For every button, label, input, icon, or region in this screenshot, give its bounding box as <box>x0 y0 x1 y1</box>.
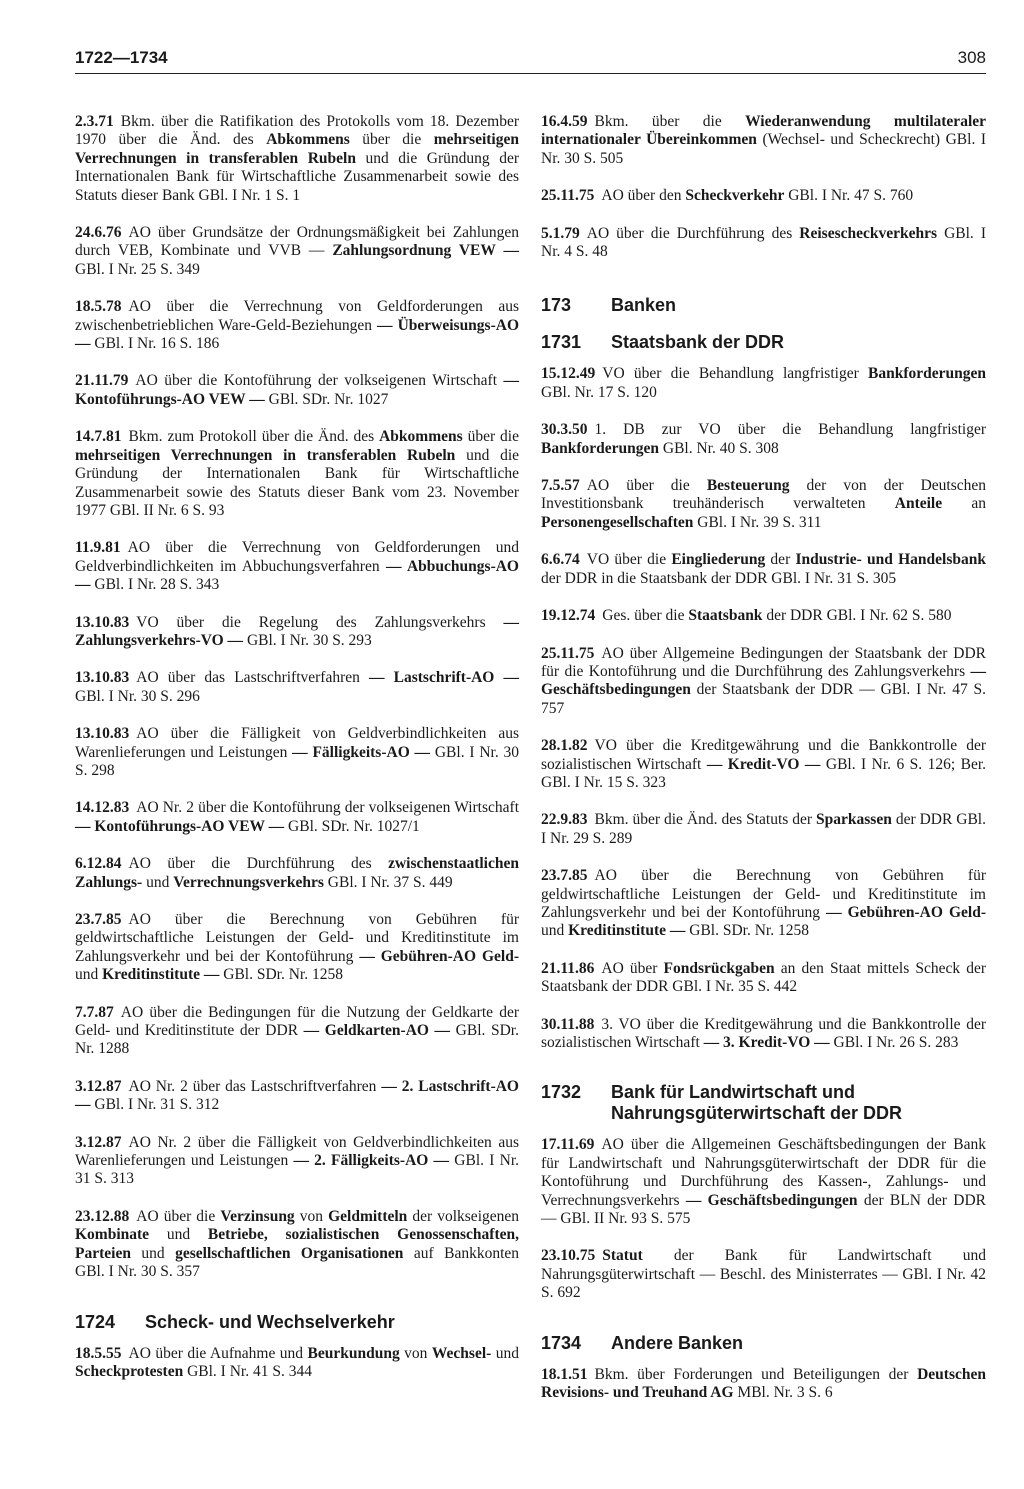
entry-keyword: Zahlungsordnung VEW — <box>332 242 519 260</box>
entry-date: 22.9.83 <box>541 811 588 829</box>
entry-text: Bkm. über die <box>594 113 746 130</box>
section-title: Banken <box>611 295 677 316</box>
entry-text: und die Gründung der Internationalen Bank für Wirtschaftliche Zusammenarbeit sowie des Statuts dieser Bank vom 23. November 1977 GBl. II Nr. 6 S. 93 <box>75 446 520 519</box>
entry-text: und die Gründung der Internationalen Bank für Wirtschaftliche Zusammenarbeit sowie des Statuts dieser Bank GBl. I Nr. 1 S. 1 <box>75 149 519 204</box>
law-entry <box>75 911 519 985</box>
entry-text: GBl. I Nr. 30 S. 296 <box>75 687 200 705</box>
law-entry <box>75 539 519 594</box>
entry-text: Bkm. über die Ratifikation des Protokolls vom 18. Dezember 1970 über die Änd. des <box>75 113 519 149</box>
entry-date: 7.5.57 <box>541 477 580 495</box>
entry-text: AO über den <box>601 187 686 205</box>
entry-text: AO über die Fälligkeit von Geldverbindlichkeiten aus Warenlieferungen und Leistungen <box>75 725 519 761</box>
law-entry <box>75 725 519 780</box>
section-heading-1734 <box>541 1333 986 1354</box>
law-entry <box>75 1004 519 1059</box>
entry-text: AO über die Berechnung von Gebühren für geldwirtschaftliche Leistungen der Geld- und Kreditinstitute im Zahlungsverkehr und bei der Kontoführung <box>75 911 519 965</box>
entry-text: an den Staat mittels Scheck der Staatsbank der DDR GBl. I Nr. 35 S. 442 <box>541 959 986 996</box>
entry-text: AO über die Kontoführung der volkseigenen Wirtschaft <box>135 372 504 390</box>
entry-keyword: Bankforderungen <box>541 439 659 457</box>
law-entry <box>541 811 986 848</box>
entry-text: AO über Allgemeine Bedingungen der Staatsbank der DDR für die Kontoführung und die Durchführung des Zahlungsverkehrs <box>541 644 986 680</box>
entry-text: AO über Grundsätze der Ordnungsmäßigkeit bei Zahlungen durch VEB, Kombinate und VVB — <box>75 224 519 260</box>
section-number: 1732 <box>541 1082 582 1103</box>
entry-date: 14.7.81 <box>75 428 122 446</box>
law-entry <box>541 225 986 262</box>
entry-date: 2.3.71 <box>75 113 114 130</box>
entry-text: Bkm. zum Protokoll über die Änd. des <box>128 428 380 446</box>
entry-keyword: — Kontoführungs-AO VEW — <box>75 372 519 408</box>
entry-keyword: Statut <box>602 1247 643 1265</box>
entry-list <box>541 113 986 261</box>
entry-text: GBl. SDr. Nr. 1288 <box>75 1022 519 1058</box>
law-entry <box>541 1366 986 1403</box>
entry-text: GBl. I Nr. 28 S. 343 <box>90 576 220 594</box>
entry-date: 7.7.87 <box>75 1003 114 1021</box>
entry-date: 25.11.75 <box>541 187 595 205</box>
law-entry <box>75 799 519 836</box>
law-entry <box>541 113 986 168</box>
entry-keyword: — Lastschrift-AO — <box>369 669 519 687</box>
law-entry <box>541 867 986 941</box>
entry-text: der DDR in die Staatsbank der DDR GBl. I Nr. 31 S. 305 <box>541 569 897 587</box>
entry-keyword: Abkommens <box>266 131 350 149</box>
section-title: Scheck- und Wechselverkehr <box>145 1311 395 1332</box>
entry-date: 5.1.79 <box>541 224 580 242</box>
entry-text: über die <box>349 131 434 149</box>
entry-keyword: — 3. Kredit-VO — <box>703 1034 830 1051</box>
entry-text: GBl. I Nr. 47 S. 760 <box>784 187 914 205</box>
entry-text: der BLN der DDR — GBl. II Nr. 93 S. 575 <box>541 1191 986 1228</box>
entry-keyword: Wiederanwendung <box>745 113 871 130</box>
section-heading-173 <box>541 295 986 316</box>
entry-keyword: — 2. Lastschrift-AO — <box>75 1077 519 1114</box>
entry-date: 28.1.82 <box>541 737 588 755</box>
entry-keyword: Kombinate <box>75 1226 150 1244</box>
law-entry <box>75 298 519 353</box>
entry-date: 17.11.69 <box>541 1136 595 1154</box>
entry-text: AO über das Lastschriftverfahren <box>136 669 369 687</box>
entry-date: 18.1.51 <box>541 1365 588 1383</box>
section-number: 173 <box>541 295 572 316</box>
entry-text: und <box>541 922 569 940</box>
entry-date: 18.5.78 <box>75 298 122 316</box>
entry-date: 3.12.87 <box>75 1133 122 1151</box>
entry-keyword: gesellschaftlichen Organisationen <box>175 1244 404 1262</box>
entry-date: 18.5.55 <box>75 1344 122 1362</box>
entry-keyword: Beurkundung <box>307 1344 400 1362</box>
entry-keyword: Verzinsung <box>220 1207 295 1225</box>
entry-keyword: Abkommens <box>379 428 463 446</box>
entry-date: 6.12.84 <box>75 855 122 873</box>
entry-text: 3. VO über die Kreditgewährung und die Bankkontrolle der sozialistischen Wirtschaft <box>541 1015 986 1051</box>
entry-date: 16.4.59 <box>541 113 588 130</box>
entry-list <box>541 1366 986 1403</box>
entry-list <box>75 113 519 1282</box>
entry-text: AO über die Durchführung des <box>128 855 389 873</box>
entry-text: AO Nr. 2 über die Kontoführung der volkseigenen Wirtschaft <box>136 799 519 817</box>
entry-date: 21.11.79 <box>75 372 129 390</box>
entry-keyword: Scheckverkehr <box>685 187 785 205</box>
entry-keyword: — Gebühren-AO Geld- <box>826 903 986 921</box>
entry-keyword: — 2. Fälligkeits-AO — <box>293 1152 450 1170</box>
page-header <box>75 48 986 72</box>
law-entry <box>541 421 986 458</box>
entry-text: GBl. SDr. Nr. 1027/1 <box>284 817 420 835</box>
entry-keyword: — Abbuchungs-AO — <box>75 557 519 594</box>
entry-keyword: — Geschäftsbedingungen <box>685 1191 858 1209</box>
entry-text: GBl. SDr. Nr. 1258 <box>219 966 343 984</box>
entry-text: über die <box>462 428 519 446</box>
entry-text: AO über die Bedingungen für die Nutzung der Geldkarte der Geld- und Kreditinstitute der DDR <box>75 1003 519 1040</box>
section-title: Andere Banken <box>611 1332 744 1353</box>
entry-keyword: — Geldkarten-AO — <box>303 1022 451 1040</box>
entry-text: und <box>491 1344 520 1362</box>
entry-date: 11.9.81 <box>75 539 121 557</box>
entry-text: GBl. I Nr. 39 S. 311 <box>693 513 822 531</box>
entry-keyword: — Gebühren-AO Geld- <box>359 947 519 965</box>
law-entry <box>75 372 519 409</box>
entry-text: VO über die <box>586 551 672 569</box>
entry-keyword: Industrie- und Handelsbank <box>795 551 986 569</box>
law-entry <box>75 1345 519 1382</box>
entry-text: GBl. SDr. Nr. 1027 <box>264 390 389 408</box>
entry-keyword: Kreditinstitute — <box>568 922 686 940</box>
entry-date: 15.12.49 <box>541 365 596 383</box>
entry-text: Bkm. über die Änd. des Statuts der <box>594 811 817 829</box>
entry-text: VO über die Regelung des Zahlungsverkehrs <box>136 613 504 631</box>
entry-text: GBl. Nr. 17 S. 120 <box>541 383 657 401</box>
law-entry <box>75 669 519 706</box>
entry-text: von <box>399 1344 432 1362</box>
entry-text: und <box>149 1226 208 1244</box>
entry-text: von <box>294 1207 329 1225</box>
entry-text: GBl. I Nr. 41 S. 344 <box>183 1362 312 1380</box>
entry-keyword: Staatsbank <box>688 607 763 625</box>
law-entry <box>541 551 986 588</box>
law-entry <box>75 1134 519 1189</box>
entry-date: 25.11.75 <box>541 644 595 662</box>
entry-keyword: Sparkassen <box>816 811 892 829</box>
entry-text: GBl. I Nr. 30 S. 298 <box>75 743 519 779</box>
page-range: 1722—1734 <box>75 48 168 67</box>
header-rule <box>75 73 986 74</box>
entry-text: MBl. Nr. 3 S. 6 <box>733 1384 833 1402</box>
law-entry <box>541 1136 986 1228</box>
entry-keyword: — Geschäftsbedingungen <box>541 662 986 699</box>
entry-keyword: Anteile <box>894 495 943 513</box>
entry-text: Ges. über die <box>602 607 689 625</box>
entry-text: der DDR GBl. I Nr. 62 S. 580 <box>762 607 952 625</box>
page-number: 308 <box>957 48 986 67</box>
law-entry <box>541 187 986 205</box>
entry-keyword: Reisescheckverkehrs <box>799 224 938 242</box>
law-entry <box>75 1208 519 1282</box>
entry-text: GBl. I Nr. 30 S. 293 <box>243 631 372 649</box>
entry-keyword: — Fälligkeits-AO — <box>292 743 431 761</box>
entry-date: 24.6.76 <box>75 224 122 242</box>
entry-date: 6.6.74 <box>541 551 580 569</box>
entry-keyword: Kreditinstitute — <box>102 966 220 984</box>
section-title: Staatsbank der DDR <box>611 332 785 353</box>
entry-text: AO über die Verrechnung von Geldforderungen aus zwischenbetrieblichen Ware-Geld-Beziehungen <box>75 298 519 334</box>
entry-text: VO über die Behandlung langfristiger <box>602 365 868 383</box>
entry-keyword: multilateraler internationaler Übereinkommen <box>541 113 987 149</box>
entry-keyword: Betriebe, sozialistischen Genossenschaften, Parteien <box>75 1226 519 1262</box>
entry-date: 30.11.88 <box>541 1015 595 1033</box>
entry-text: AO über die <box>586 477 707 495</box>
law-entry <box>75 428 519 520</box>
entry-text: der Staatsbank der DDR — GBl. I Nr. 47 S. 757 <box>541 681 986 717</box>
law-entry <box>541 737 986 792</box>
entry-text: AO über die Aufnahme und <box>128 1344 308 1362</box>
entry-keyword: mehrseitigen Verrechnungen in transferablen Rubeln <box>75 446 456 464</box>
entry-date: 30.3.50 <box>541 421 588 439</box>
entry-date: 3.12.87 <box>75 1077 122 1095</box>
entry-text <box>871 113 894 130</box>
entry-keyword: Verrechnungsverkehrs <box>173 873 324 891</box>
entry-date: 23.12.88 <box>75 1207 130 1225</box>
entry-list <box>75 1345 519 1382</box>
entry-keyword: Wechsel- <box>431 1344 492 1362</box>
entry-date: 14.12.83 <box>75 799 130 817</box>
section-heading-1724 <box>75 1312 519 1333</box>
entry-text: GBl. I Nr. 26 S. 283 <box>829 1034 959 1051</box>
law-entry <box>541 1247 986 1302</box>
entry-keyword: Scheckprotesten <box>75 1362 184 1380</box>
entry-text: AO über <box>601 959 664 977</box>
entry-date: 23.7.85 <box>541 867 588 885</box>
law-entry <box>541 645 986 719</box>
entry-text: AO über die Allgemeinen Geschäftsbedingungen der Bank für Landwirtschaft und Nahrungsgüterwirtschaft der DDR für die Kontoführung und Durchführung des Kassen-, Zahlungs- und Verrechnungsverkehrs <box>541 1136 986 1209</box>
entry-text: der <box>765 551 796 569</box>
entry-keyword: Fondsrückgaben <box>663 959 775 977</box>
entry-keyword: Bankforderungen <box>868 365 986 383</box>
entry-text: der volkseigenen <box>407 1207 520 1225</box>
law-entry <box>75 1078 519 1115</box>
entry-keyword: mehrseitigen Verrechnungen in transferablen Rubeln <box>75 131 519 167</box>
entry-text: der Bank für Landwirtschaft und Nahrungsgüterwirtschaft — Beschl. des Ministerrates — GBl. I Nr. 42 S. 692 <box>541 1247 986 1302</box>
entry-keyword: — Zahlungsverkehrs-VO — <box>75 613 519 649</box>
entry-text: AO über die Berechnung von Gebühren für geldwirtschaftliche Leistungen der Geld- und Kreditinstitute im Zahlungsverkehr und bei der Kontoführung <box>541 867 986 921</box>
entry-text: AO über die Verrechnung von Geldforderungen und Geldverbindlichkeiten im Abbuchungsverfahren <box>75 539 519 575</box>
law-entry <box>541 1016 986 1053</box>
entry-text: (Wechsel- und Scheckrecht) GBl. I Nr. 30 S. 505 <box>541 131 987 167</box>
entry-text: AO Nr. 2 über das Lastschriftverfahren <box>128 1077 382 1095</box>
entry-text: AO über die <box>136 1207 221 1225</box>
entry-text: der von der Deutschen Investitionsbank treuhänderisch verwalteten <box>541 477 986 513</box>
entry-text: und <box>130 1244 176 1262</box>
entry-text: auf Bankkonten GBl. I Nr. 30 S. 357 <box>75 1244 520 1281</box>
entry-text: und <box>75 966 103 984</box>
law-entry <box>541 365 986 402</box>
entry-text: GBl. I Nr. 4 S. 48 <box>541 224 987 261</box>
entry-text: 1. DB zur VO über die Behandlung langfristiger <box>594 421 986 439</box>
entry-keyword: — Überweisungs-AO — <box>75 316 519 353</box>
entry-keyword: Personengesellschaften <box>541 513 694 531</box>
entry-keyword: Deutschen Revisions- und Treuhand AG <box>541 1365 986 1402</box>
entry-text: GBl. SDr. Nr. 1258 <box>685 922 809 940</box>
entry-list <box>541 1136 986 1302</box>
entry-keyword: Besteuerung <box>706 477 790 495</box>
law-entry <box>75 855 519 892</box>
section-number: 1724 <box>75 1311 116 1332</box>
entry-date: 23.7.85 <box>75 911 122 928</box>
section-number: 1734 <box>541 1332 582 1353</box>
entry-date: 21.11.86 <box>541 959 595 977</box>
section-number: 1731 <box>541 332 582 353</box>
entry-date: 19.12.74 <box>541 607 596 625</box>
entry-list <box>541 365 986 1052</box>
law-entry <box>541 477 986 532</box>
entry-text: Bkm. über Forderungen und Beteiligungen der <box>594 1365 918 1383</box>
section-title: Bank für Landwirtschaft und Nahrungsgüterwirtschaft der DDR <box>611 1082 903 1124</box>
entry-date: 13.10.83 <box>75 613 130 631</box>
entry-keyword: — Kredit-VO — <box>706 755 821 773</box>
entry-text: GBl. I Nr. 6 S. 126; Ber. GBl. I Nr. 15 S. 323 <box>541 755 987 791</box>
law-entry <box>75 224 519 279</box>
law-entry <box>541 607 986 625</box>
entry-text: AO Nr. 2 über die Fälligkeit von Geldverbindlichkeiten aus Warenlieferungen und Leistungen <box>75 1133 519 1170</box>
law-entry <box>75 614 519 651</box>
entry-date: 13.10.83 <box>75 725 130 743</box>
entry-keyword: — Kontoführungs-AO VEW — <box>75 817 285 835</box>
left-column <box>75 113 519 1400</box>
entry-date: 13.10.83 <box>75 669 130 687</box>
entry-keyword: zwischenstaatlichen Zahlungs- <box>75 855 519 891</box>
section-heading-1731 <box>541 332 986 353</box>
entry-keyword: Geldmitteln <box>328 1207 408 1225</box>
entry-text: GBl. I Nr. 31 S. 313 <box>75 1152 519 1188</box>
entry-text: AO über die Durchführung des <box>586 224 800 242</box>
right-column <box>541 113 986 1421</box>
law-entry <box>541 960 986 997</box>
entry-text: GBl. I Nr. 31 S. 312 <box>90 1096 220 1114</box>
section-heading-1732 <box>541 1082 986 1124</box>
entry-text: und <box>142 873 174 891</box>
entry-keyword: Eingliederung <box>671 551 766 569</box>
law-entry <box>75 113 519 205</box>
entry-text: GBl. I Nr. 16 S. 186 <box>90 335 220 353</box>
entry-text: GBl. I Nr. 37 S. 449 <box>323 873 453 891</box>
entry-text: an <box>942 495 986 513</box>
entry-date: 23.10.75 <box>541 1247 596 1265</box>
entry-text: der DDR GBl. I Nr. 29 S. 289 <box>541 811 986 847</box>
entry-text: VO über die Kreditgewährung und die Bankkontrolle der sozialistischen Wirtschaft <box>541 737 986 773</box>
entry-text: GBl. I Nr. 25 S. 349 <box>75 260 200 278</box>
entry-text: GBl. Nr. 40 S. 308 <box>659 439 779 457</box>
